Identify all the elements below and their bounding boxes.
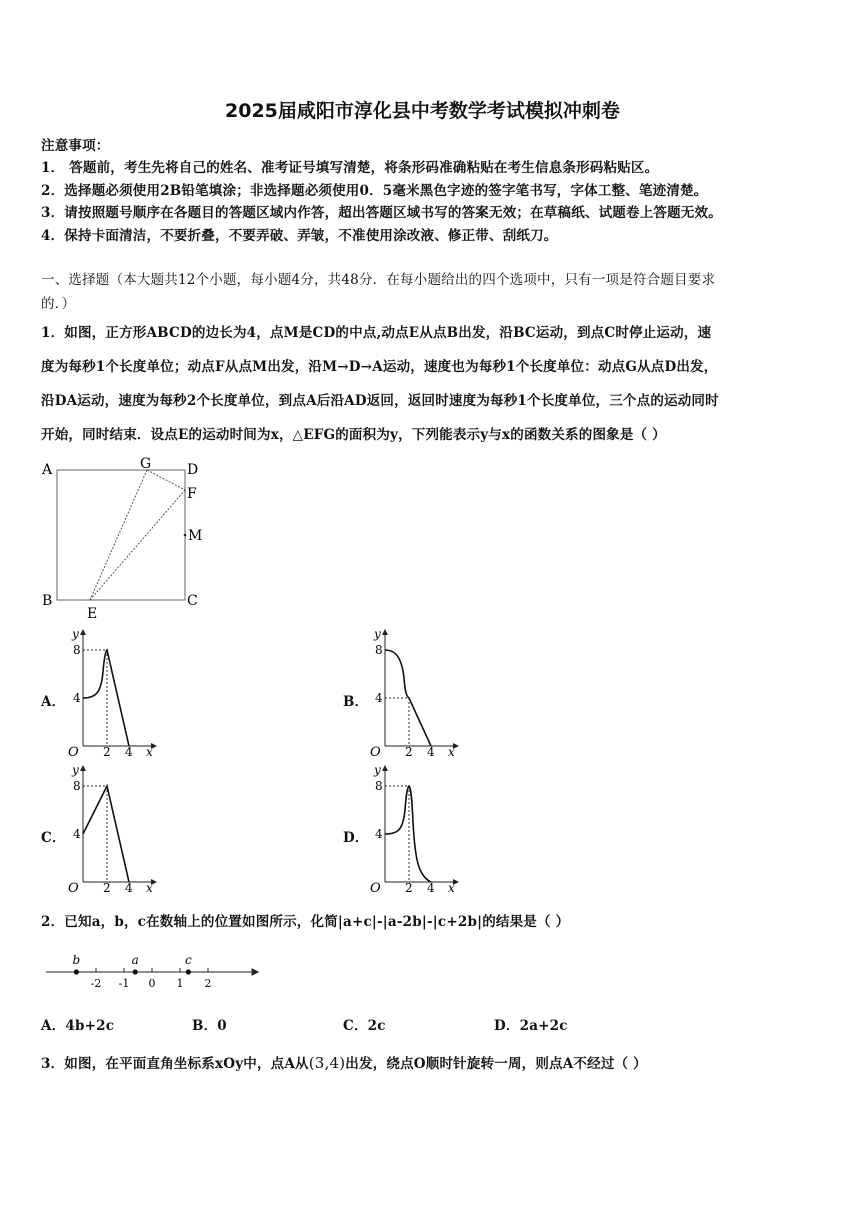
label-g: G [140,456,152,472]
label-b: B [42,593,53,609]
tick-4x: 4 [125,745,133,758]
q1-option-b-graph [364,624,464,758]
numberline-tick-label: 2 [204,977,212,990]
q1-stem-line: 度为每秒1个长度单位；动点F从点M出发，沿M→D→A运动，速度也为每秒1个长度单位：动点G从点D出发， [41,359,718,375]
label-e: E [87,606,98,622]
q1-option-c-letter: C． [41,830,66,846]
numberline-point-a [133,969,138,974]
axis-y-label: y [374,763,381,777]
origin-label: O [370,745,381,758]
tick-2: 2 [103,881,111,894]
tick-4: 4 [73,691,81,705]
notice-item: 3．请按照题号顺序在各题目的答题区域内作答，超出答题区域书写的答案无效；在草稿纸、试题卷上答题无效。 [41,205,722,221]
tick-8: 8 [73,643,81,657]
tick-2: 2 [405,745,413,758]
numberline-tick-label: 0 [148,977,156,990]
axis-x-label: x [146,881,153,894]
origin-label: O [370,881,381,894]
tick-4: 4 [375,827,383,841]
tick-4x: 4 [427,745,435,758]
label-m: M [188,528,203,544]
q3-stem [41,1052,647,1072]
axis-y-label: y [72,627,79,641]
numberline-point-label: b [72,953,81,967]
axis-x-label: x [448,881,455,894]
q2-option-b: B．0 [192,1018,227,1034]
q3-stem-after: 出发，绕点O顺时针旋转一周，则点A不经过（ ） [345,1056,647,1072]
tick-2: 2 [405,881,413,894]
numberline-tick-label: -2 [90,977,102,990]
axis-y-label: y [374,627,381,641]
origin-label: O [68,881,79,894]
q3-coord: (3,4) [308,1054,346,1072]
origin-label: O [68,745,79,758]
q2-stem: 2．已知a，b，c在数轴上的位置如图所示，化简|a+c|-|a-2b|-|c+2b|的结果是（ ） [41,914,570,930]
numberline-point-label: c [185,953,192,967]
axis-x-label: x [146,745,153,758]
q2-option-a: A．4b+2c [41,1018,115,1034]
label-f: F [187,486,197,502]
numberline-point-b [74,969,79,974]
notice-item: 4．保持卡面清洁，不要折叠，不要弄破、弄皱，不准使用涂改液、修正带、刮纸刀。 [41,228,558,244]
q2-option-d: D．2a+2c [494,1018,568,1034]
q1-option-d-letter: D． [343,830,369,846]
notice-heading: 注意事项： [41,138,110,154]
q1-option-a-graph [62,624,162,758]
section-heading: 一、选择题（本大题共12个小题，每小题4分，共48分．在每小题给出的四个选项中，只有一项是符合题目要求 [41,272,716,288]
axis-x-label: x [448,745,455,758]
q1-square-figure [36,454,216,624]
q2-number-line [38,948,268,992]
tick-4x: 4 [427,881,435,894]
tick-2: 2 [103,745,111,758]
q1-stem-line: 开始，同时结束．设点E的运动时间为x，△EFG的面积为y，下列能表示y与x的函数关系的图象是（ ） [41,427,666,443]
q1-stem-line: 沿DA运动，速度为每秒2个长度单位，到点A后沿AD返回，返回时速度为每秒1个长度单位，三个点的运动同时 [41,393,719,409]
tick-8: 8 [73,779,81,793]
numberline-point-c [186,969,191,974]
numberline-tick-label: 1 [176,977,184,990]
q1-option-b-letter: B． [343,694,369,710]
q1-option-a-letter: A． [41,694,66,710]
tick-4x: 4 [125,881,133,894]
notice-item: 1． 答题前，考生先将自己的姓名、准考证号填写清楚，将条形码准确粘贴在考生信息条形码粘贴区。 [41,160,659,176]
axis-y-label: y [72,763,79,777]
q1-option-c-graph [62,760,162,894]
q3-stem-before: 3．如图，在平面直角坐标系xOy中，点A从 [41,1056,309,1072]
tick-8: 8 [375,643,383,657]
tick-8: 8 [375,779,383,793]
page-title: 2025届咸阳市淳化县中考数学考试模拟冲刺卷 [225,100,620,122]
label-a: A [42,462,53,478]
q1-stem-line: 1．如图，正方形ABCD的边长为4，点M是CD的中点,动点E从点B出发，沿BC运动，到点C时停止运动，速 [41,325,712,341]
tick-4: 4 [375,691,383,705]
label-c: C [187,593,198,609]
tick-4: 4 [73,827,81,841]
numberline-tick-label: -1 [118,977,130,990]
q2-option-c: C．2c [343,1018,386,1034]
label-d: D [187,462,199,478]
numberline-point-label: a [131,953,139,967]
notice-item: 2．选择题必须使用2B铅笔填涂；非选择题必须使用0．5毫米黑色字迹的签字笔书写，字体工整、笔迹清楚。 [41,183,708,199]
q1-option-d-graph [364,760,464,894]
section-heading-cont: 的．） [41,296,76,312]
